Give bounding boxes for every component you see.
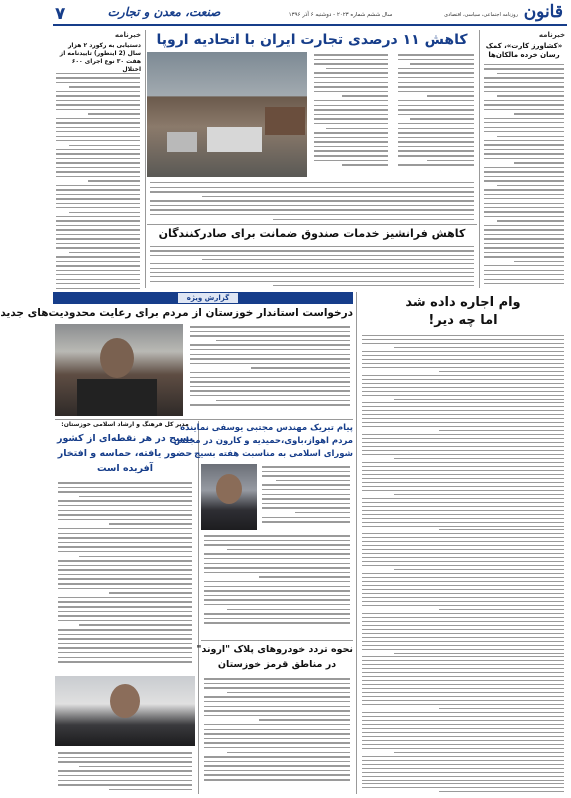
left-column-body [53,71,143,295]
mp-photo [201,464,257,530]
section-title: صنعت، معدن و تجارت [107,5,221,19]
special-report-body [187,324,353,416]
basij-headline-3: آفریده است [96,463,153,474]
arvand-headline-1: نحوه تردد خودروهای پلاک "اروند" [196,644,353,655]
message-body-col1 [259,464,353,530]
masthead [53,4,567,26]
message-headline-1: پیام تبریک مهندس مجتبی یوسفی نماینده [180,423,353,433]
basij-body [55,480,195,672]
right-column-label: خبرنامه [538,31,565,39]
message-body-col2 [201,533,353,637]
left-column-news [53,30,143,288]
second-headline: کاهش فرانشیز خدمات صندوق ضمانت برای صادرکنندگان [158,227,466,240]
issue-info: سال ششم شماره ۲۰۲۳ - دوشنبه ۶ آذر ۱۳۹۶ [288,12,393,18]
photo-face [110,684,140,718]
message-headline-3: شورای اسلامی به مناسبت هفته بسیج [194,449,353,459]
governor-photo [55,324,183,416]
lead-body-col1 [311,52,391,177]
photo-containers [265,107,305,135]
basij-headline-1: بسیج در هر نقطه‌ای از کشور [56,433,194,444]
special-report-tab: گزارش ویژه [178,293,238,303]
right-column-body [481,62,567,286]
right-column-title: «کشاورز کارت»، کمک رسان خرده مالکان‌ها [485,42,563,59]
lead-body-col2 [395,52,477,177]
basij-body-end [55,750,195,794]
left-column-title: دستیابی به رکورد ۲ هزار سال (2 اینطور) تاییدنامه از هفت ۳۰ نوع اجرای ۶۰۰ اختلال [59,42,141,73]
loan-body [359,333,567,794]
logo: قانون [523,2,563,22]
photo-face [100,338,134,378]
basij-kicker: مدیر کل فرهنگ و ارشاد اسلامی خوزستان: [61,421,189,428]
basij-headline-2: حضور یافته، حماسه و افتخار [57,448,193,459]
second-body [147,244,477,288]
right-column-news [481,30,567,288]
left-column-label: خبرنامه [114,31,141,39]
arvand-body [201,676,353,794]
basij-official-photo [55,676,195,746]
lead-body-row2 [147,180,477,222]
message-headline-2: مردم اهواز،باوی،حمیدیه و کارون در مجلس [173,436,353,446]
loan-headline-2: اما چه دیر! [428,313,498,328]
photo-suit [77,379,157,416]
photo-truck [207,127,262,152]
tagline: روزنامه اجتماعی، سیاسی، اقتصادی [444,12,518,18]
photo-face [216,474,242,504]
photo-truck [167,132,197,152]
special-report-banner [53,292,353,304]
lead-photo [147,52,307,177]
arvand-headline-2: در مناطق قرمز خوزستان [217,659,337,670]
special-report-headline: درخواست استاندار خوزستان از مردم برای رعایت محدودیت‌های جدید [0,307,353,319]
loan-headline-1: وام اجاره داده شد [405,295,521,310]
page-number: ۷ [55,4,66,24]
lead-headline: کاهش ۱۱ درصدی تجارت ایران با اتحادیه اروپا [156,32,468,48]
